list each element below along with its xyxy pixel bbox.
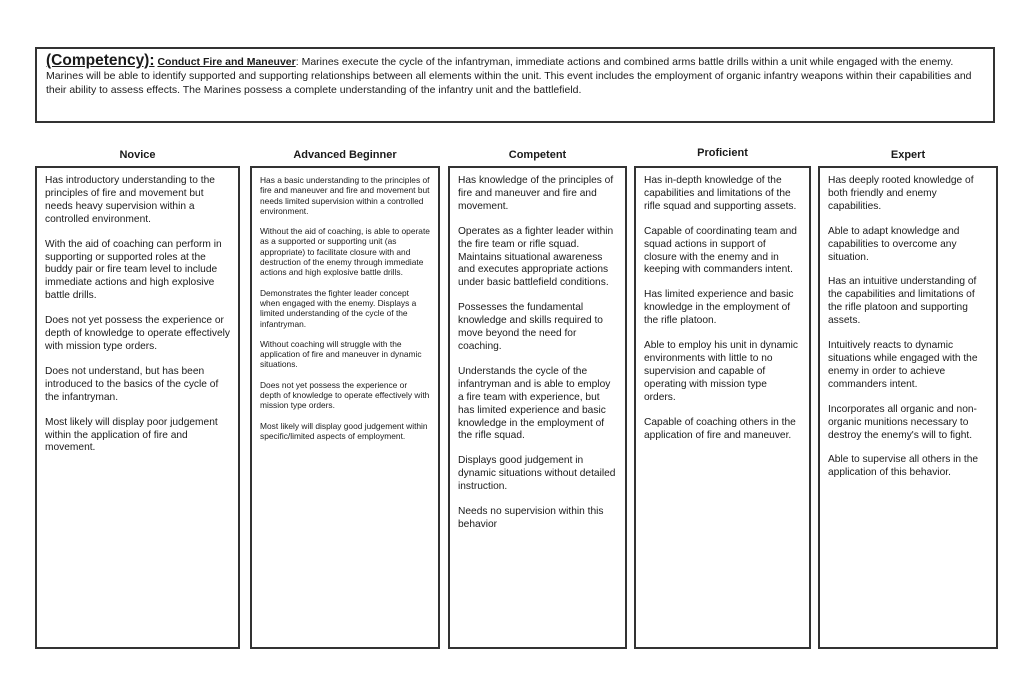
novice-paragraph: Has introductory understanding to the principles of fire and movement but needs heavy supervision within a controlled environment. — [45, 175, 215, 225]
proficient-paragraph: Has in-depth knowledge of the capabilities and limitations of the rifle squad and supporting assets. — [644, 175, 797, 212]
proficient-paragraph: Capable of coordinating team and squad actions in support of closure with the enemy and in keeping with commanders intent. — [644, 225, 797, 276]
advanced-beginner-paragraph: Demonstrates the fighter leader concept when engaged with the enemy. Displays a limited understanding of the cycle of the infantryman. — [260, 287, 417, 329]
competency-title-separator: : — [295, 56, 299, 68]
expert-paragraph: Has an intuitive understanding of the capabilities and limitations of the rifle platoon and supporting assets. — [828, 276, 977, 327]
advanced-beginner-paragraph: Without the aid of coaching, is able to operate as a supported or supporting unit (as appropriate) to facilitate closure with and destruction of the enemy through immediate actions and high explosive battle drills. — [260, 226, 430, 278]
competent-paragraph: Displays good judgement in dynamic situations without detailed instruction. — [458, 455, 616, 493]
novice-paragraph: Does not yet possess the experience or depth of knowledge to operate effectively with mission type orders. — [45, 315, 231, 352]
column-proficient — [634, 166, 811, 649]
column-competent — [448, 166, 627, 649]
competent-paragraph: Operates as a fighter leader within the fire team or rifle squad. Maintains situational awareness and executes appropriate actions under basic battlefield conditions. — [458, 225, 614, 289]
advanced-beginner-paragraph: Has a basic understanding to the principles of fire and maneuver and fire and movement but needs limited supervision within a controlled environment. — [260, 175, 430, 216]
proficient-paragraph: Has limited experience and basic knowledge in the employment of the rifle platoon. — [644, 289, 794, 327]
proficient-paragraph: Able to employ his unit in dynamic environments with little to no supervision and capable of operating with mission type orders. — [644, 340, 799, 403]
competency-title: Conduct Fire and Maneuver — [157, 56, 296, 68]
advanced-beginner-paragraph: Does not yet possess the experience or depth of knowledge to operate effectively with mission type orders. — [260, 379, 430, 411]
competency-description: Marines execute the cycle of the infantryman, immediate actions and combined arms battle drills within a unit while engaged with the enemy. Marines will be able to identify supported and supporting relationships between all elements within the unit. This event includes the employment of organic infantry weapons within their capabilities and their ability to assess effects. The Marines possess a complete understanding of the infantry unit and the battlefield. — [46, 56, 972, 96]
novice-paragraph: With the aid of coaching can perform in supporting or supported roles at the buddy pair or fire team level to include immediate actions and high explosive battle drills. — [45, 238, 222, 302]
advanced-beginner-paragraph: Most likely will display good judgement within specific/limited aspects of employment. — [260, 420, 428, 441]
competency-description-box — [35, 47, 995, 123]
advanced-beginner-paragraph: Without coaching will struggle with the application of fire and maneuver in dynamic situations. — [260, 338, 422, 370]
expert-paragraph: Able to supervise all others in the application of this behavior. — [828, 454, 979, 479]
column-advanced-beginner — [250, 166, 440, 649]
proficient-paragraph: Capable of coaching others in the application of fire and maneuver. — [644, 416, 796, 441]
expert-paragraph: Incorporates all organic and non-organic munitions necessary to destroy the enemy's will to fight. — [828, 403, 977, 441]
competency-label: (Competency) — [46, 52, 150, 69]
expert-paragraph: Has deeply rooted knowledge of both friendly and enemy capabilities. — [828, 175, 974, 212]
column-title-advanced-beginner: Advanced Beginner — [293, 149, 397, 161]
expert-paragraph: Intuitively reacts to dynamic situations while engaged with the enemy in order to achieve commanders intent. — [828, 340, 978, 390]
column-title-proficient: Proficient — [697, 147, 748, 159]
competent-paragraph: Possesses the fundamental knowledge and skills required to move beyond the need for coaching. — [458, 302, 603, 352]
competent-paragraph: Has knowledge of the principles of fire and maneuver and fire and movement. — [458, 175, 614, 212]
column-title-expert: Expert — [890, 149, 926, 161]
column-expert — [818, 166, 998, 649]
competent-paragraph: Needs no supervision within this behavior — [458, 506, 604, 530]
competent-paragraph: Understands the cycle of the infantryman and is able to employ a fire team with experience, but has limited experience and basic knowledge in the employment of the rifle squad. — [458, 365, 611, 442]
novice-paragraph: Does not understand, but has been introduced to the basics of the cycle of the infantryman. — [45, 365, 219, 403]
expert-paragraph: Able to adapt knowledge and capabilities to overcome any situation. — [828, 225, 960, 263]
competency-label-separator: : — [149, 52, 155, 69]
column-novice — [35, 166, 240, 649]
column-title-novice: Novice — [119, 149, 156, 161]
column-title-competent: Competent — [508, 149, 567, 161]
novice-paragraph: Most likely will display poor judgement within the application of fire and movement. — [45, 416, 218, 454]
